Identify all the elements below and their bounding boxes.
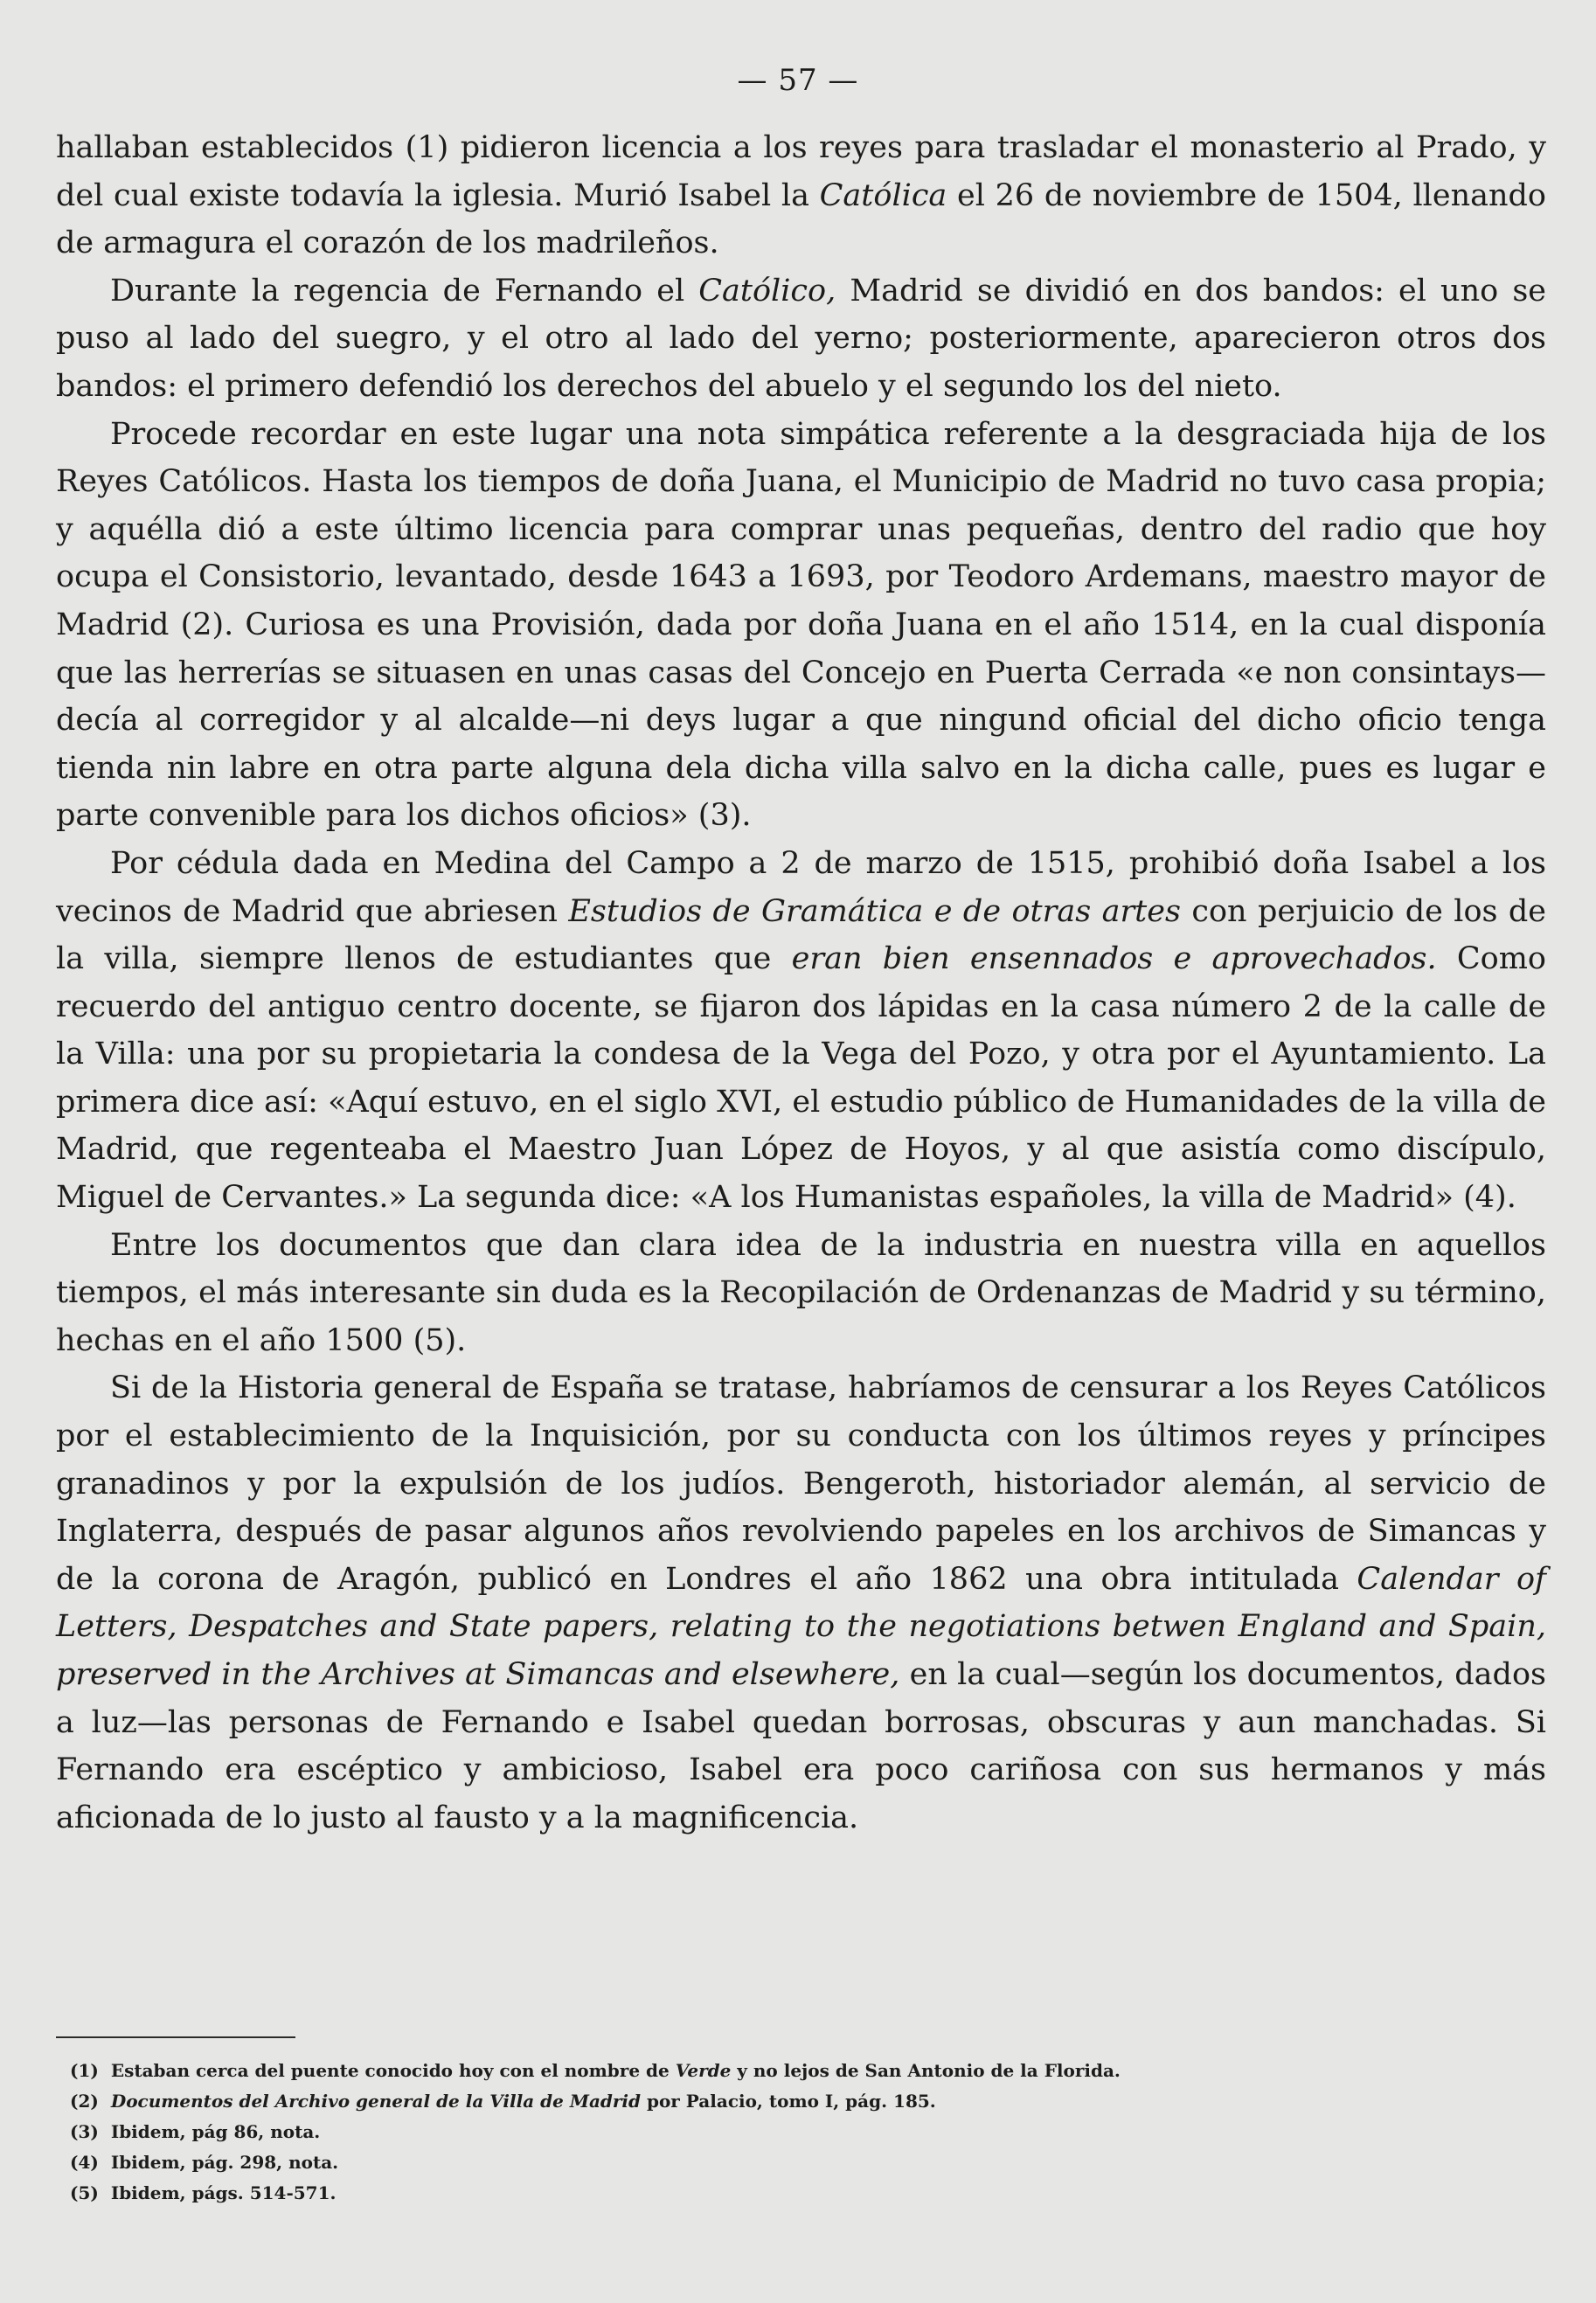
text-run: en la cual—según los documentos, dados a luz—las personas de Fernando e Isabel quedan borrosas, obscuras y aun manchadas. Si Fernando era escéptico y ambicioso, Isabel era poco cariñosa con sus hermanos y más aficionada de lo justo al fausto y a la magnificencia. [56, 1657, 1546, 1835]
text-run: el 26 de noviembre de 1504, llenando de armagura el corazón de los madrileños. [56, 177, 1546, 261]
paragraph [56, 840, 1546, 1222]
footnote-text [111, 2117, 320, 2147]
text-run: Ibidem, pág 86, nota. [110, 2121, 321, 2142]
footnote-text [111, 2147, 338, 2178]
italic-text-run: eran bien ensennados e aprovechados. [791, 941, 1437, 977]
footnote-text [111, 2056, 1121, 2086]
footnotes [70, 2056, 1468, 2209]
text-run: y no lejos de San Antonio de la Florida. [731, 2060, 1121, 2081]
text-run: Durante la regencia de Fernando el [110, 273, 699, 309]
italic-text-run: Católico, [698, 273, 836, 309]
body-text [56, 124, 1546, 1842]
italic-text-run: Católica [819, 177, 947, 213]
footnote-marker: (5) [70, 2182, 99, 2203]
text-run: con perjuicio de los de la villa, siempre llenos de estudiantes que [56, 893, 1547, 977]
italic-text-run: Estudios de Gramática e de otras artes [568, 893, 1181, 929]
italic-text-run: Verde [675, 2060, 732, 2081]
footnote-text [111, 2086, 936, 2117]
footnote-divider [56, 2036, 295, 2038]
footnote-text [111, 2178, 337, 2209]
text-run: hallaban establecidos (1) pidieron licencia a los reyes para trasladar el monasterio al Prado, y del cual existe todavía la iglesia. Murió Isabel la [56, 130, 1546, 213]
footnote [70, 2178, 1468, 2209]
text-run: Por cédula dada en Medina del Campo a 2 de marzo de 1515, prohibió doña Isabel a los vecinos de Madrid que abriesen [56, 845, 1546, 929]
footnote-marker: (2) [70, 2091, 99, 2112]
paragraph [56, 267, 1546, 411]
italic-text-run: Documentos del Archivo general de la Villa de Madrid [110, 2091, 642, 2112]
text-run: Ibidem, págs. 514-571. [110, 2182, 337, 2203]
paragraph [56, 124, 1546, 267]
text-run: Como recuerdo del antiguo centro docente, se fijaron dos lápidas en la casa número 2 de la calle de la Villa: una por su propietaria la condesa de la Vega del Pozo, y otra por el Ayuntamiento. La primera dice así: «Aquí estuvo, en el siglo XVI, el estudio público de Humanidades de la villa de Madrid, que regenteaba el Maestro Juan López de Hoyos, y al que asistía como discípulo, Miguel de Cervantes.» La segunda dice: «A los Humanistas españoles, la villa de Madrid» (4). [56, 941, 1547, 1216]
footnote-marker: (4) [70, 2152, 99, 2173]
paragraph [56, 1222, 1546, 1365]
footnote [70, 2147, 1468, 2178]
footnote [70, 2117, 1468, 2147]
text-run: Procede recordar en este lugar una nota simpática referente a la desgraciada hija de los Reyes Católicos. Hasta los tiempos de doña Juana, el Municipio de Madrid no tuvo casa propia; y aquélla dió a este último licencia para comprar unas pequeñas, dentro del radio que hoy ocupa el Consistorio, levantado, desde 1643 a 1693, por Teodoro Ardemans, maestro mayor de Madrid (2). Curiosa es una Provisión, dada por doña Juana en el año 1514, en la cual disponía que las herrerías se situasen en unas casas del Concejo en Puerta Cerrada «e non consintays—decía al corregidor y al alcalde—ni deys lugar a que ningund oficial del dicho oficio tenga tienda nin labre en otra parte alguna dela dicha villa salvo en la dicha calle, pues es lugar e parte convenible para los dichos oficios» (3). [56, 416, 1546, 834]
text-run: Ibidem, pág. 298, nota. [110, 2152, 339, 2173]
footnote-marker: (3) [70, 2121, 99, 2142]
paragraph [56, 411, 1546, 840]
italic-text-run: Calendar of Letters, Despatches and State papers, relating to the negotiations betwen England and Spain, preserved in the Archives at Simancas and elsewhere, [56, 1561, 1547, 1692]
footnote [70, 2056, 1468, 2086]
page-number: — 57 — [737, 63, 859, 98]
footnote-marker: (1) [70, 2060, 99, 2081]
footnote [70, 2086, 1468, 2117]
paragraph [56, 1364, 1546, 1842]
text-run: por Palacio, tomo I, pág. 185. [641, 2091, 936, 2112]
text-run: Entre los documentos que dan clara idea de la industria en nuestra villa en aquellos tiempos, el más interesante sin duda es la Recopilación de Ordenanzas de Madrid y su término, hechas en el año 1500 (5). [56, 1227, 1546, 1358]
text-run: Si de la Historia general de España se tratase, habríamos de censurar a los Reyes Católicos por el establecimiento de la Inquisición, por su conducta con los últimos reyes y príncipes granadinos y por la expulsión de los judíos. Bengeroth, historiador alemán, al servicio de Inglaterra, después de pasar algunos años revolviendo papeles en los archivos de Simancas y de la corona de Aragón, publicó en Londres el año 1862 una obra intitulada [56, 1370, 1546, 1597]
text-run: Madrid se dividió en dos bandos: el uno se puso al lado del suegro, y el otro al lado del yerno; posteriormente, aparecieron otros dos bandos: el primero defendió los derechos del abuelo y el segundo los del nieto. [56, 273, 1546, 404]
text-run: Estaban cerca del puente conocido hoy con el nombre de [110, 2060, 676, 2081]
